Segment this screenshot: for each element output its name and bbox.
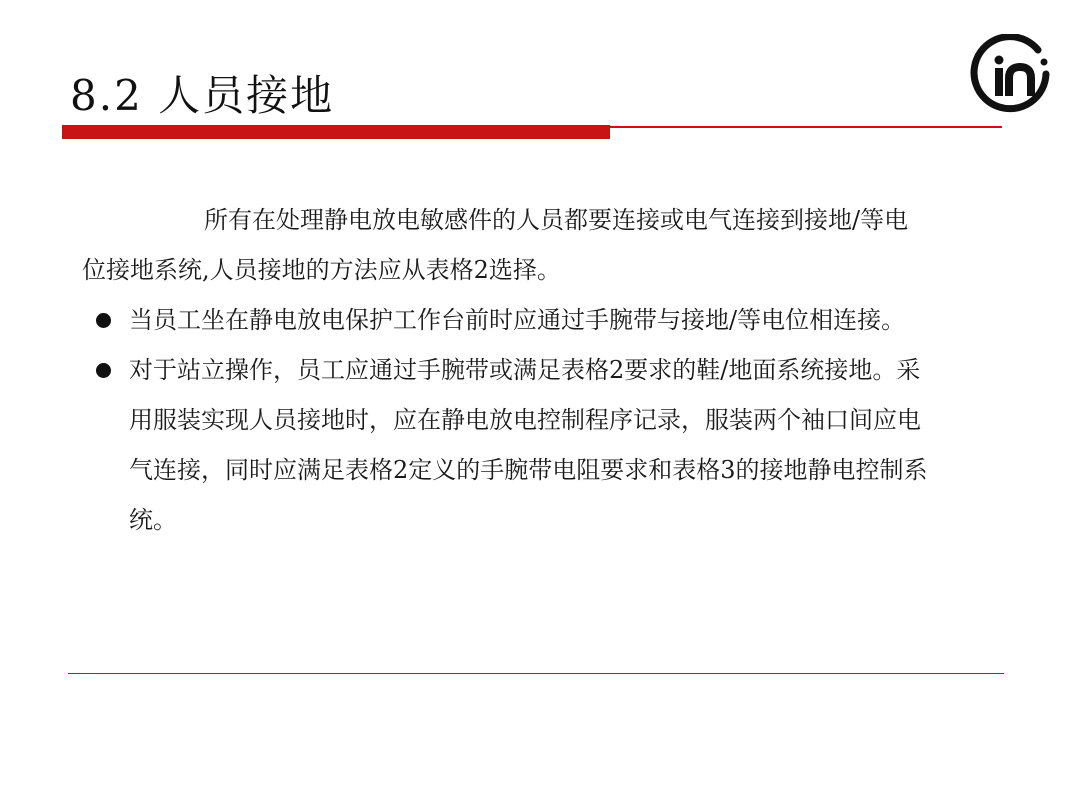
bullet-text: 对于站立操作，员工应通过手腕带或满足表格2要求的鞋/地面系统接地。采用服装实现人员接地时，应在静电放电控制程序记录，服装两个袖口间应电气连接，同时应满足表格2定义的手腕带电阻要求和表格3的接地静电控制系统。 — [129, 356, 928, 534]
slide-body — [82, 195, 932, 545]
title-underline-thin — [610, 126, 1002, 128]
slide-title: 8.2 人员接地 — [70, 71, 335, 120]
in-circle-logo-icon — [968, 34, 1052, 118]
bullet-text: 当员工坐在静电放电保护工作台前时应通过手腕带与接地/等电位相连接。 — [129, 306, 906, 334]
intro-paragraph: 所有在处理静电放电敏感件的人员都要连接或电气连接到接地/等电位接地系统,人员接地的方法应从表格2选择。 — [82, 206, 909, 284]
bullet-dot-icon — [96, 313, 111, 328]
bullet-item-seated — [82, 295, 932, 345]
title-underline-thick — [62, 125, 610, 139]
bullet-item-standing — [82, 345, 932, 545]
footer-divider — [68, 673, 1004, 674]
bullet-dot-icon — [96, 363, 111, 378]
